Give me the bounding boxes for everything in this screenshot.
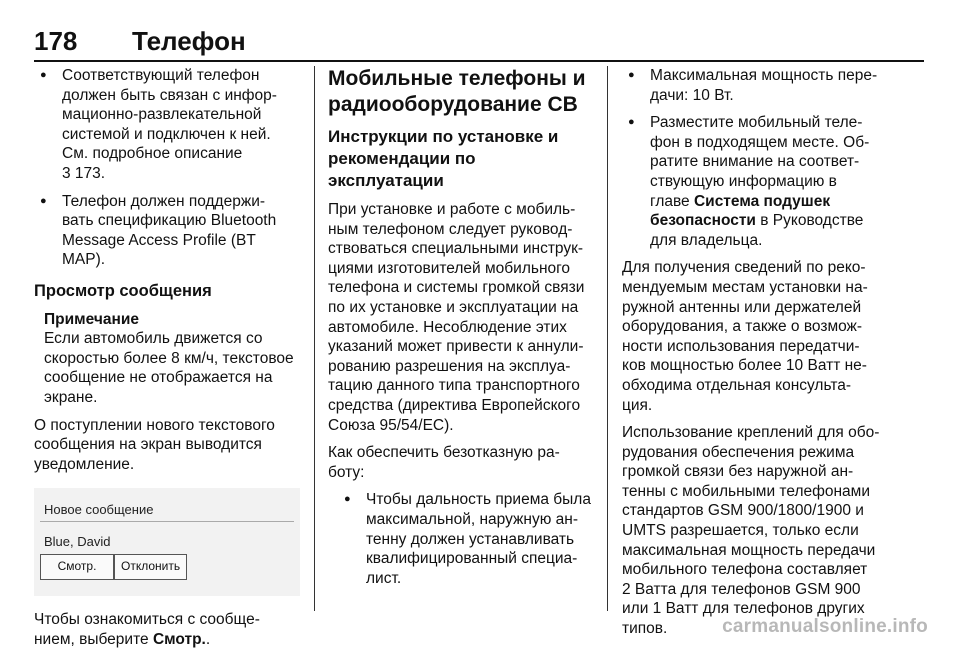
screen-divider	[40, 521, 294, 522]
screen-title: Новое сообщение	[44, 502, 154, 518]
text-line: рудования обеспечения режима	[622, 443, 855, 461]
heading-line: Мобильные телефоны и	[328, 67, 586, 90]
text-span: главе	[650, 192, 694, 210]
bold-text: безопасности	[650, 212, 756, 230]
text-line: скоростью более 8 км/ч, текстовое	[44, 349, 294, 367]
text-line: максимальной, наружную ан-	[366, 510, 578, 528]
paragraph	[328, 200, 594, 435]
text-line: 2 Ватта для телефонов GSM 900	[622, 580, 861, 598]
column-middle	[328, 66, 594, 596]
text-line: боту:	[328, 463, 365, 481]
text-line: тенну должен устанавливать	[366, 530, 575, 548]
text-line: ности использования передатчи-	[622, 337, 860, 355]
note-block	[34, 310, 300, 408]
paragraph	[622, 258, 888, 415]
bold-text: Смотр.	[152, 630, 206, 648]
text-line: оборудования, а также о возмож-	[622, 318, 863, 336]
text-line: ствующую информацию в	[650, 172, 837, 190]
section-title: Просмотр сообщения	[34, 281, 212, 300]
text-line: Message Access Profile (BT	[62, 231, 256, 249]
text-line: мационно-развлекательной	[62, 106, 262, 124]
text-line	[650, 211, 888, 231]
text-line: или 1 Ватт для телефонов других	[622, 600, 865, 618]
text-line: уведомление.	[34, 455, 135, 473]
text-line: указаний может привести к аннули-	[328, 338, 584, 356]
text-line: ратите внимание на соответ-	[650, 153, 860, 171]
text-line: сообщения на экран выводится	[34, 436, 262, 454]
column-divider-2	[607, 66, 608, 611]
text-line: О поступлении нового текстового	[34, 416, 275, 434]
display-screenshot	[34, 488, 300, 596]
main-heading	[328, 66, 594, 118]
text-line: должен быть связан с инфор-	[62, 86, 277, 104]
text-line: для владельца.	[650, 231, 763, 249]
header-divider	[34, 60, 924, 62]
text-line: телефона и системы громкой связи	[328, 279, 585, 297]
screen-button-row	[40, 554, 187, 580]
heading-line: радиооборудование CB	[328, 93, 578, 116]
text-line: ружной антенны или держателей	[622, 298, 862, 316]
page-number: 178	[34, 26, 78, 56]
message-sender: Blue, David	[44, 534, 111, 550]
paragraph	[622, 423, 888, 639]
sub-heading	[328, 126, 594, 192]
bold-text: Система подушек	[693, 192, 831, 210]
chapter-title: Телефон	[132, 26, 246, 56]
column-left	[34, 66, 300, 657]
column-right	[622, 66, 888, 647]
column-divider-1	[314, 66, 315, 611]
text-span: .	[205, 630, 211, 648]
text-line: вать спецификацию Bluetooth	[62, 212, 277, 230]
text-line: UMTS разрешается, только если	[622, 522, 859, 540]
note-title: Примечание	[44, 310, 139, 328]
text-line: MAP).	[62, 251, 106, 269]
text-line: См. подробное описание	[62, 145, 243, 163]
text-line: рованию разрешения на эксплуа-	[328, 357, 571, 375]
text-line: ция.	[622, 396, 653, 414]
heading-line: рекомендации по эксплуатации	[328, 149, 476, 190]
text-line: Чтобы ознакомиться с сообще-	[34, 611, 260, 629]
text-line: средства (директива Европейского	[328, 396, 581, 414]
reject-button[interactable]: Отклонить	[114, 554, 187, 580]
text-line: ● Разместите мобильный теле-	[650, 114, 863, 132]
text-line: Для получения сведений по реко-	[622, 259, 866, 277]
text-line: Использование креплений для обо-	[622, 424, 880, 442]
text-line: ствоваться специальными инструк-	[328, 240, 584, 258]
list-item	[338, 490, 594, 588]
text-line: ● Телефон должен поддержи-	[62, 192, 266, 210]
paragraph	[328, 443, 594, 482]
text-line: дачи: 10 Вт.	[650, 86, 734, 104]
text-line: При установке и работе с мобиль-	[328, 201, 576, 218]
text-line: Союза 95/54/EC).	[328, 416, 454, 434]
text-line: ков мощностью более 10 Ватт не-	[622, 357, 867, 375]
view-button[interactable]: Смотр.	[40, 554, 114, 580]
paragraph	[34, 610, 300, 649]
text-line: ● Максимальная мощность пере-	[650, 67, 878, 84]
text-span: в Руководстве	[755, 212, 864, 230]
text-line: ● Чтобы дальность приема была	[366, 491, 591, 509]
text-line: типов.	[622, 620, 668, 638]
text-line: фон в подходящем месте. Об-	[650, 133, 870, 151]
list-item	[622, 113, 888, 250]
paragraph	[34, 416, 300, 475]
text-line: автомобиле. Несоблюдение этих	[328, 318, 567, 336]
text-line: громкой связи без наружной ан-	[622, 463, 854, 481]
list-item	[34, 192, 300, 270]
text-line: тацию данного типа транспортного	[328, 377, 580, 395]
text-line: системой и подключен к ней.	[62, 125, 271, 143]
list-item	[622, 66, 888, 105]
text-line: обходима отдельная консульта-	[622, 376, 852, 394]
watermark: carmanualsonline.info	[722, 616, 928, 637]
text-line: квалифицированный специа-	[366, 550, 578, 568]
text-line: экране.	[44, 388, 98, 406]
page-reference: 3 173.	[62, 164, 106, 182]
text-line	[650, 192, 888, 212]
text-line: стандартов GSM 900/1800/1900 и	[622, 502, 864, 520]
page-header	[34, 20, 924, 60]
text-line: мобильного телефона составляет	[622, 561, 868, 579]
text-line: максимальная мощность передачи	[622, 541, 876, 559]
list-item	[34, 66, 300, 184]
text-line	[34, 630, 300, 650]
text-line: ● Соответствующий телефон	[62, 67, 260, 84]
text-line: сообщение не отображается на	[44, 369, 273, 387]
heading-line: Инструкции по установке и	[328, 127, 559, 146]
text-line: мендуемым местам установки на-	[622, 278, 868, 296]
text-span: нием, выберите	[34, 630, 153, 648]
text-line: Если автомобиль движется со	[44, 330, 263, 348]
text-line: лист.	[366, 569, 402, 587]
text-line: тенны с мобильными телефонами	[622, 482, 870, 500]
text-line: по их установке и эксплуатации на	[328, 298, 579, 316]
text-line: Как обеспечить безотказную ра-	[328, 444, 560, 462]
text-line: циями изготовителей мобильного	[328, 259, 571, 277]
text-line: ным телефоном следует руковод-	[328, 220, 573, 238]
